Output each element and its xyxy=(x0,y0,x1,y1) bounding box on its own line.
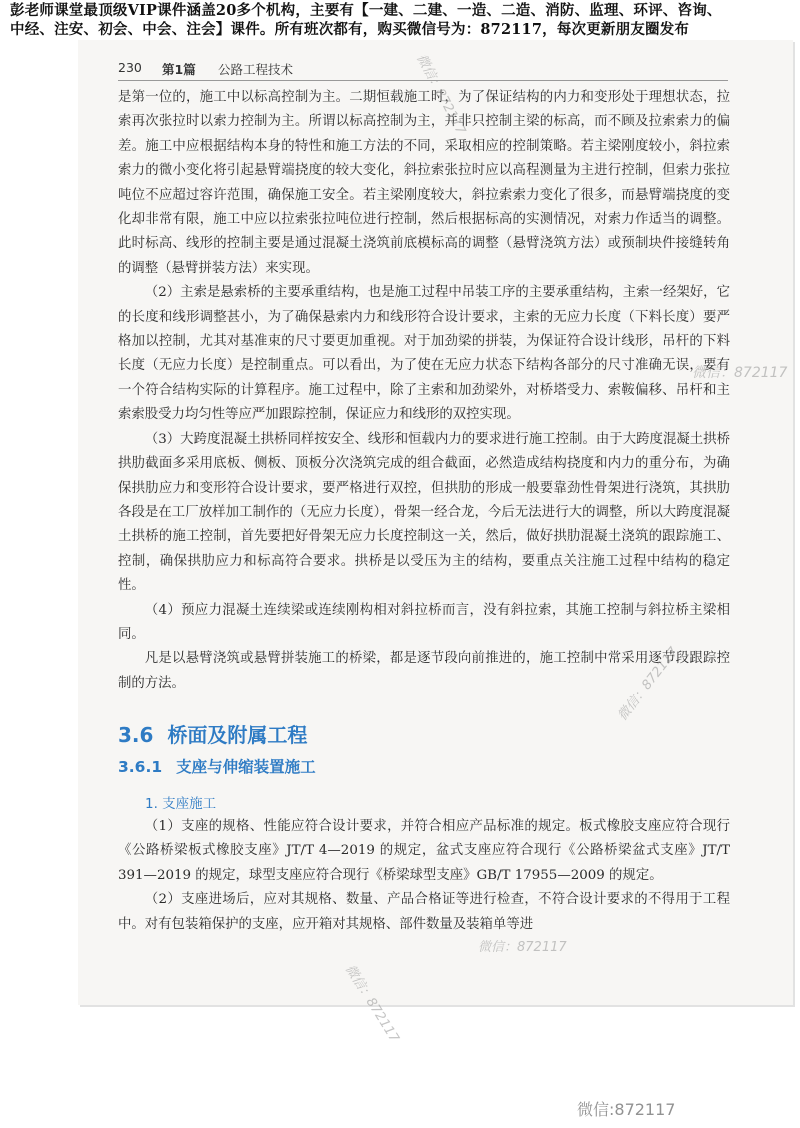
paragraph: 是第一位的，施工中以标高控制为主。二期恒载施工时，为了保证结构的内力和变形处于理想状态，拉索再次张拉时以索力控制为主。所谓以标高控制为主，并非只控制主梁的标高，而不顾及拉索索力的偏差。施工中应根据结构本身的特性和施工方法的不同，采取相应的控制策略。若主梁刚度较小，斜拉索索力的微小变化将引起悬臂端挠度的较大变化，斜拉索张拉时应以高程测量为主进行控制，但索力张拉吨位不应超过容许范围，确保施工安全。若主梁刚度较大，斜拉索索力变化了很多，而悬臂端挠度的变化却非常有限，施工中应以拉索张拉吨位进行控制，然后根据标高的实测情况，对索力作适当的调整。此时标高、线形的控制主要是通过混凝土浇筑前底模标高的调整（悬臂浇筑方法）或预制块件接缝转角的调整（悬臂拼装方法）来实现。 xyxy=(118,90,730,276)
paragraph: （2）主索是悬索桥的主要承重结构，也是施工过程中吊装工序的主要承重结构，主索一经架好，它的长度和线形调整甚小，为了确保悬索内力和线形符合设计要求，主索的无应力长度（下料长度）要严格加以控制，尤其对基准束的尺寸要更加重视。对于加劲梁的拼装，为保证符合设计线形，吊杆的下料长度（无应力长度）是控制重点。可以看出，为了使在无应力状态下结构各部分的尺寸准确无误，要有一个符合结构实际的计算程序。施工过程中，除了主索和加劲梁外，对桥塔受力、索鞍偏移、吊杆和主索索股受力均匀性等应严加跟踪控制，保证应力和线形的双控实现。 xyxy=(118,285,730,423)
watermark: 微信：872117 xyxy=(478,940,567,955)
part-label: 第1篇 xyxy=(162,62,196,77)
paragraph: （3）大跨度混凝土拱桥同样按安全、线形和恒载内力的要求进行施工控制。由于大跨度混凝土拱桥拱肋截面多采用底板、侧板、顶板分次浇筑完成的组合截面，必然造成结构挠度和内力的重分布，为确保拱肋应力和变形符合设计要求，要严格进行双控，但拱肋的形成一般要靠劲性骨架进行浇筑，其拱肋各段是在工厂放样加工制作的（无应力长度），骨架一经合龙，今后无法进行大的调整，所以大跨度混凝土拱桥的施工控制，首先要把好骨架无应力长度控制这一关，然后，做好拱肋混凝土浇筑的跟踪施工、控制，确保拱肋应力和标高符合要求。拱桥是以受压为主的结构，要重点关注施工过程中结构的稳定性。 xyxy=(118,431,730,594)
watermark-footer: 微信:872117 xyxy=(577,1100,676,1119)
section-number: 3.6 xyxy=(118,723,154,747)
header-subtitle: 公路工程技术 xyxy=(218,62,294,77)
section-title: 桥面及附属工程 xyxy=(167,723,308,747)
watermark: 微信：872117 xyxy=(341,962,402,1046)
paragraph: （1）支座的规格、性能应符合设计要求，并符合相应产品标准的规定。板式橡胶支座应符合现行《公路桥梁板式橡胶支座》JT/T 4—2019 的规定，盆式支座应符合现行《公路桥梁盆式支座》JT/T 391—2019 的规定，球型支座应符合现行《桥梁球型支座》GB/T 17955—2009 的规定。 xyxy=(118,819,730,883)
header-divider xyxy=(118,80,728,81)
paragraph: 凡是以悬臂浇筑或悬臂拼装施工的桥梁，都是逐节段向前推进的，施工控制中常采用逐节段跟踪控制的方法。 xyxy=(118,651,730,691)
subsection-title: 支座与伸缩装置施工 xyxy=(176,758,316,776)
ad-banner-line-1: 彭老师课堂最顶级VIP课件涵盖20多个机构，主要有【一建、二建、一造、二造、消防、监理、环评、咨询、 xyxy=(10,2,722,19)
ad-banner-line-2: 中经、注安、初会、中会、注会】课件。所有班次都有，购买微信号为：872117，每次更新朋友圈发布 xyxy=(10,21,690,38)
page-number: 230 xyxy=(118,60,142,75)
paragraph: （4）预应力混凝土连续梁或连续刚构相对斜拉桥而言，没有斜拉索，其施工控制与斜拉桥主梁相同。 xyxy=(118,602,730,642)
subsection-number: 3.6.1 xyxy=(118,758,163,776)
body-text-block xyxy=(118,86,730,696)
watermark: 微信：872117 xyxy=(413,51,469,138)
watermark: 微信：872117 xyxy=(692,365,788,381)
section-heading xyxy=(118,719,728,748)
item-heading: 1. 支座施工 xyxy=(145,796,217,812)
body-text-block-2 xyxy=(118,815,730,937)
paragraph: （2）支座进场后，应对其规格、数量、产品合格证等进行检查，不符合设计要求的不得用于工程中。对有包装箱保护的支座，应开箱对其规格、部件数量及装箱单等进 xyxy=(118,892,730,932)
watermark: 微信：872117 xyxy=(615,644,682,724)
subsection-heading xyxy=(118,755,728,777)
